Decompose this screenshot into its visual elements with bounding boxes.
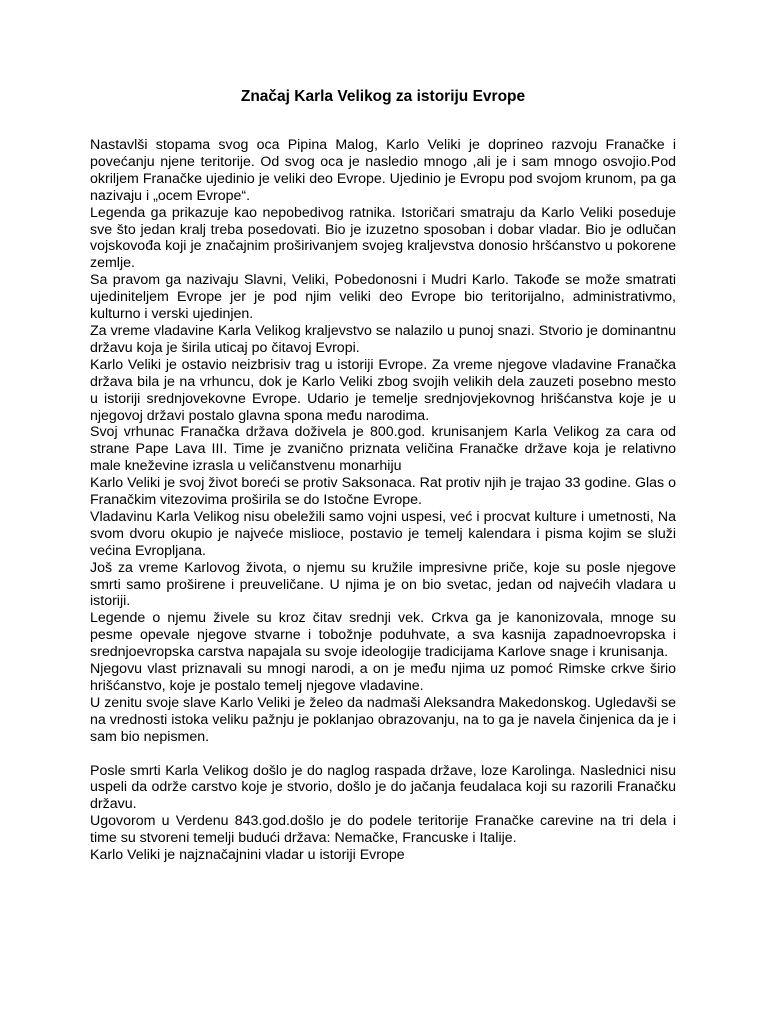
document-page <box>90 88 676 864</box>
paragraph: Posle smrti Karla Velikog došlo je do naglog raspada države, loze Karolinga. Naslednici nisu uspeli da održe carstvo koje je stvorio, došlo je do jačanja feudalaca koji su razorili Franačku državu. <box>90 762 676 813</box>
paragraph: Legenda ga prikazuje kao nepobedivog ratnika. Istoričari smatraju da Karlo Veliki poseduje sve što jedan kralj treba posedovati. Bio je izuzetno sposoban i dobar vladar. Bio je odlučan vojskovođa koji je značajnim proširivanjem svojeg kraljevstva donosio hršćanstvo u pokorene zemlje. <box>90 204 676 272</box>
paragraph: Svoj vrhunac Franačka država doživela je 800.god. krunisanjem Karla Velikog za cara od strane Pape Lava III. Time je zvanično priznata veličina Franačke države koja je relativno male kneževine izrasla u veličanstvenu monarhiju <box>90 424 676 475</box>
paragraph: Legende o njemu živele su kroz čitav srednji vek. Crkva ga je kanonizovala, mnoge su pesme opevale njegove stvarne i tobožnje poduhvate, a sva kasnija zapadnoevropska i srednjoevropska carstva napajala su svoje ideologije tradicijama Karlove snage i krunisanja. <box>90 610 676 661</box>
paragraph: Nastavlši stopama svog oca Pipina Malog, Karlo Veliki je doprineo razvoju Franačke i povećanju njene teritorije. Od svog oca je nasledio mnogo ,ali je i sam mnogo osvojio.Pod okriljem Franačke ujedinio je veliki deo Evrope. Ujedinio je Evropu pod svojom krunom, pa ga nazivaju i „ocem Evrope“. <box>90 137 676 204</box>
paragraph: Za vreme vladavine Karla Velikog kraljevstvo se nalazilo u punoj snazi. Stvorio je dominantnu državu koja je širila uticaj po čitavoj Evropi. <box>90 322 676 356</box>
document-body <box>90 137 676 864</box>
paragraph: Sa pravom ga nazivaju Slavni, Veliki, Pobedonosni i Mudri Karlo. Takođe se može smatrati ujediniteljem Evrope jer je pod njim veliki deo Evrope bio teritorijalno, administrativmo, kulturno i verski ujedinjen. <box>90 272 676 323</box>
paragraph: Ugovorom u Verdenu 843.god.došlo je do podele teritorije Franačke carevine na tri dela i time su stvoreni temelji budući država: Nemačke, Francuske i Italije. <box>90 813 676 847</box>
document-title: Značaj Karla Velikog za istoriju Evrope <box>240 88 526 105</box>
paragraph: Karlo Veliki je ostavio neizbrisiv trag u istoriji Evrope. Za vreme njegove vladavine Franačka država bila je na vrhuncu, dok je Karlo Veliki zbog svojih velikih dela zauzeti posebno mesto u istoriji srednjovekovne Evrope. Udario je temelje srednjovjekovnog hrišćanstva koje je u njegovoj državi postalo glavna spona među narodima. <box>90 356 676 424</box>
paragraph: Još za vreme Karlovog života, o njemu su kružile impresivne priče, koje su posle njegove smrti samo proširene i preuveličane. U njima je on bio svetac, jedan od najvećih vladara u istoriji. <box>90 559 676 610</box>
paragraph: U zenitu svoje slave Karlo Veliki je želeo da nadmaši Aleksandra Makedonskog. Ugledavši se na vrednosti istoka veliku pažnju je poklanjao obrazovanju, na to ga je navela činjenica da je i sam bio nepismen. <box>90 694 677 745</box>
paragraph: Vladavinu Karla Velikog nisu obeležili samo vojni uspesi, već i procvat kulture i umetnosti, Na svom dvoru okupio je najveće mislioce, postavio je temelj kalendara i pisma kojim se služi većina Evropljana. <box>90 508 676 559</box>
paragraph: Njegovu vlast priznavali su mnogi narodi, a on je među njima uz pomoć Rimske crkve širio hrišćanstvo, koje je postalo temelj njegove vladavine. <box>90 661 676 694</box>
paragraph: Karlo Veliki je svoj život boreći se protiv Saksonaca. Rat protiv njih je trajao 33 godine. Glas o Franačkim vitezovima proširila se do Istočne Evrope. <box>90 475 676 509</box>
paragraph: Karlo Veliki je najznačajnini vladar u istoriji Evrope <box>90 847 405 864</box>
